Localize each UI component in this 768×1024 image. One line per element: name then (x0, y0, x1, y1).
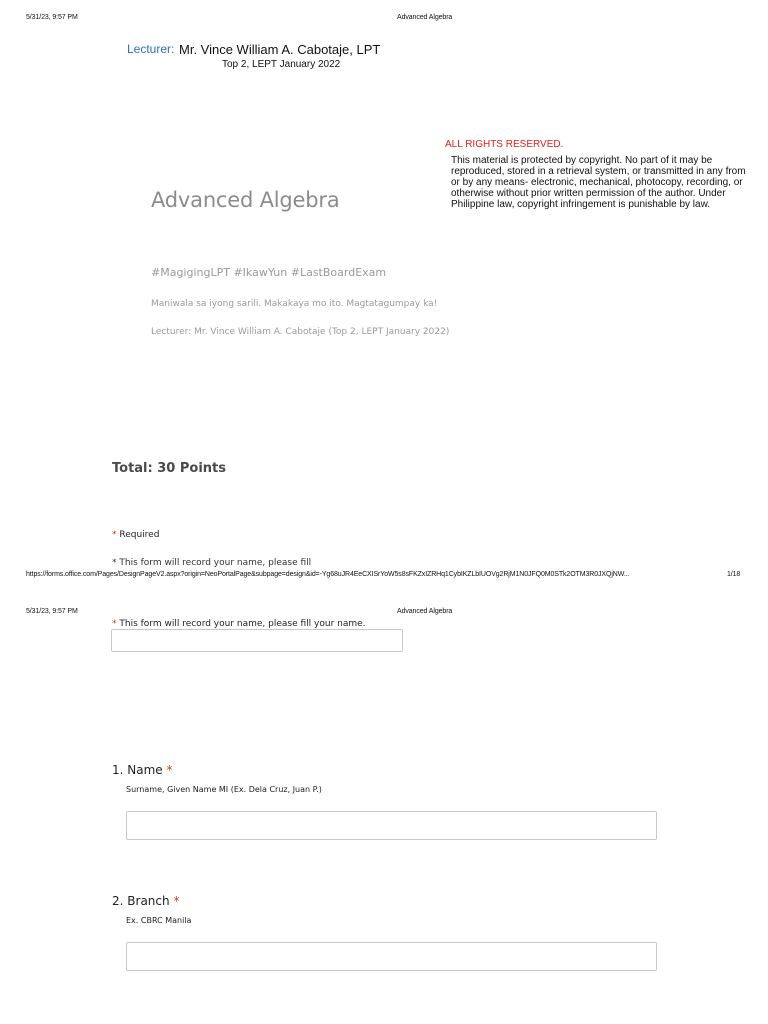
total-points: Total: 30 Points (112, 461, 226, 476)
record-star: * (112, 619, 117, 629)
question-1-required-star: * (166, 763, 173, 777)
rights-title: ALL RIGHTS RESERVED. (445, 139, 564, 150)
rights-body: This material is protected by copyright. No part of it may be reproduced, stored in a retrieval system, or transmitted in any from or by any means- electronic, mechanical, photocopy, recording, or otherwise without prior written permission of the author. Under Philippine law, copyright infringement is punishable by law. (451, 155, 746, 210)
print-doc-title: Advanced Algebra (397, 14, 453, 21)
lecturer-label: Lecturer: (127, 42, 175, 56)
print-url: https://forms.office.com/Pages/DesignPageV2.aspx?origin=NeoPortalPage&subpage=design&id=-Yg68uJR4EeCXISrYoW5s8sFKZxIZRHq1CybIKZLbIUOVg2RjM1N0JFQ0M0STk2OTM3R0JXQjNW... (26, 571, 630, 578)
question-1-subtitle: Surname, Given Name MI (Ex. Dela Cruz, Juan P.) (126, 785, 322, 794)
form-hashtags: #MagigingLPT #IkawYun #LastBoardExam (151, 266, 387, 279)
question-1-number: 1. (112, 763, 124, 777)
record-note-cut (112, 558, 332, 568)
required-note (112, 530, 159, 540)
record-note-text: This form will record your name, please fill your name. (119, 619, 366, 629)
question-2-label (112, 894, 179, 908)
print-page-number: 1/18 (727, 571, 741, 578)
form-motivation: Maniwala sa iyong sarili. Makakaya mo ito. Magtatagumpay ka! (151, 299, 438, 309)
question-1-label (112, 763, 173, 777)
record-name-field[interactable] (111, 629, 403, 652)
required-star: * (112, 530, 117, 540)
branch-input[interactable] (126, 942, 657, 971)
record-note-cut-text: * This form will record your name, please fill (112, 558, 312, 568)
question-2-title: Branch (127, 894, 170, 908)
print-datetime: 5/31/23, 9:57 PM (26, 14, 78, 21)
question-1-title: Name (127, 763, 163, 777)
lecturer-subtitle: Top 2, LEPT January 2022 (222, 59, 341, 70)
form-lecturer-line: Lecturer: Mr. Vince William A. Cabotaje (Top 2, LEPT January 2022) (151, 327, 450, 337)
name-input[interactable] (126, 811, 657, 840)
lecturer-name: Mr. Vince William A. Cabotaje, LPT (179, 42, 381, 57)
question-2-number: 2. (112, 894, 124, 908)
question-2-subtitle: Ex. CBRC Manila (126, 916, 192, 925)
print-doc-title-page2: Advanced Algebra (397, 608, 453, 615)
question-2-required-star: * (173, 894, 180, 908)
print-datetime-page2: 5/31/23, 9:57 PM (26, 608, 78, 615)
record-name-note (112, 619, 366, 629)
required-label: Required (119, 530, 160, 540)
form-title: Advanced Algebra (151, 188, 340, 212)
